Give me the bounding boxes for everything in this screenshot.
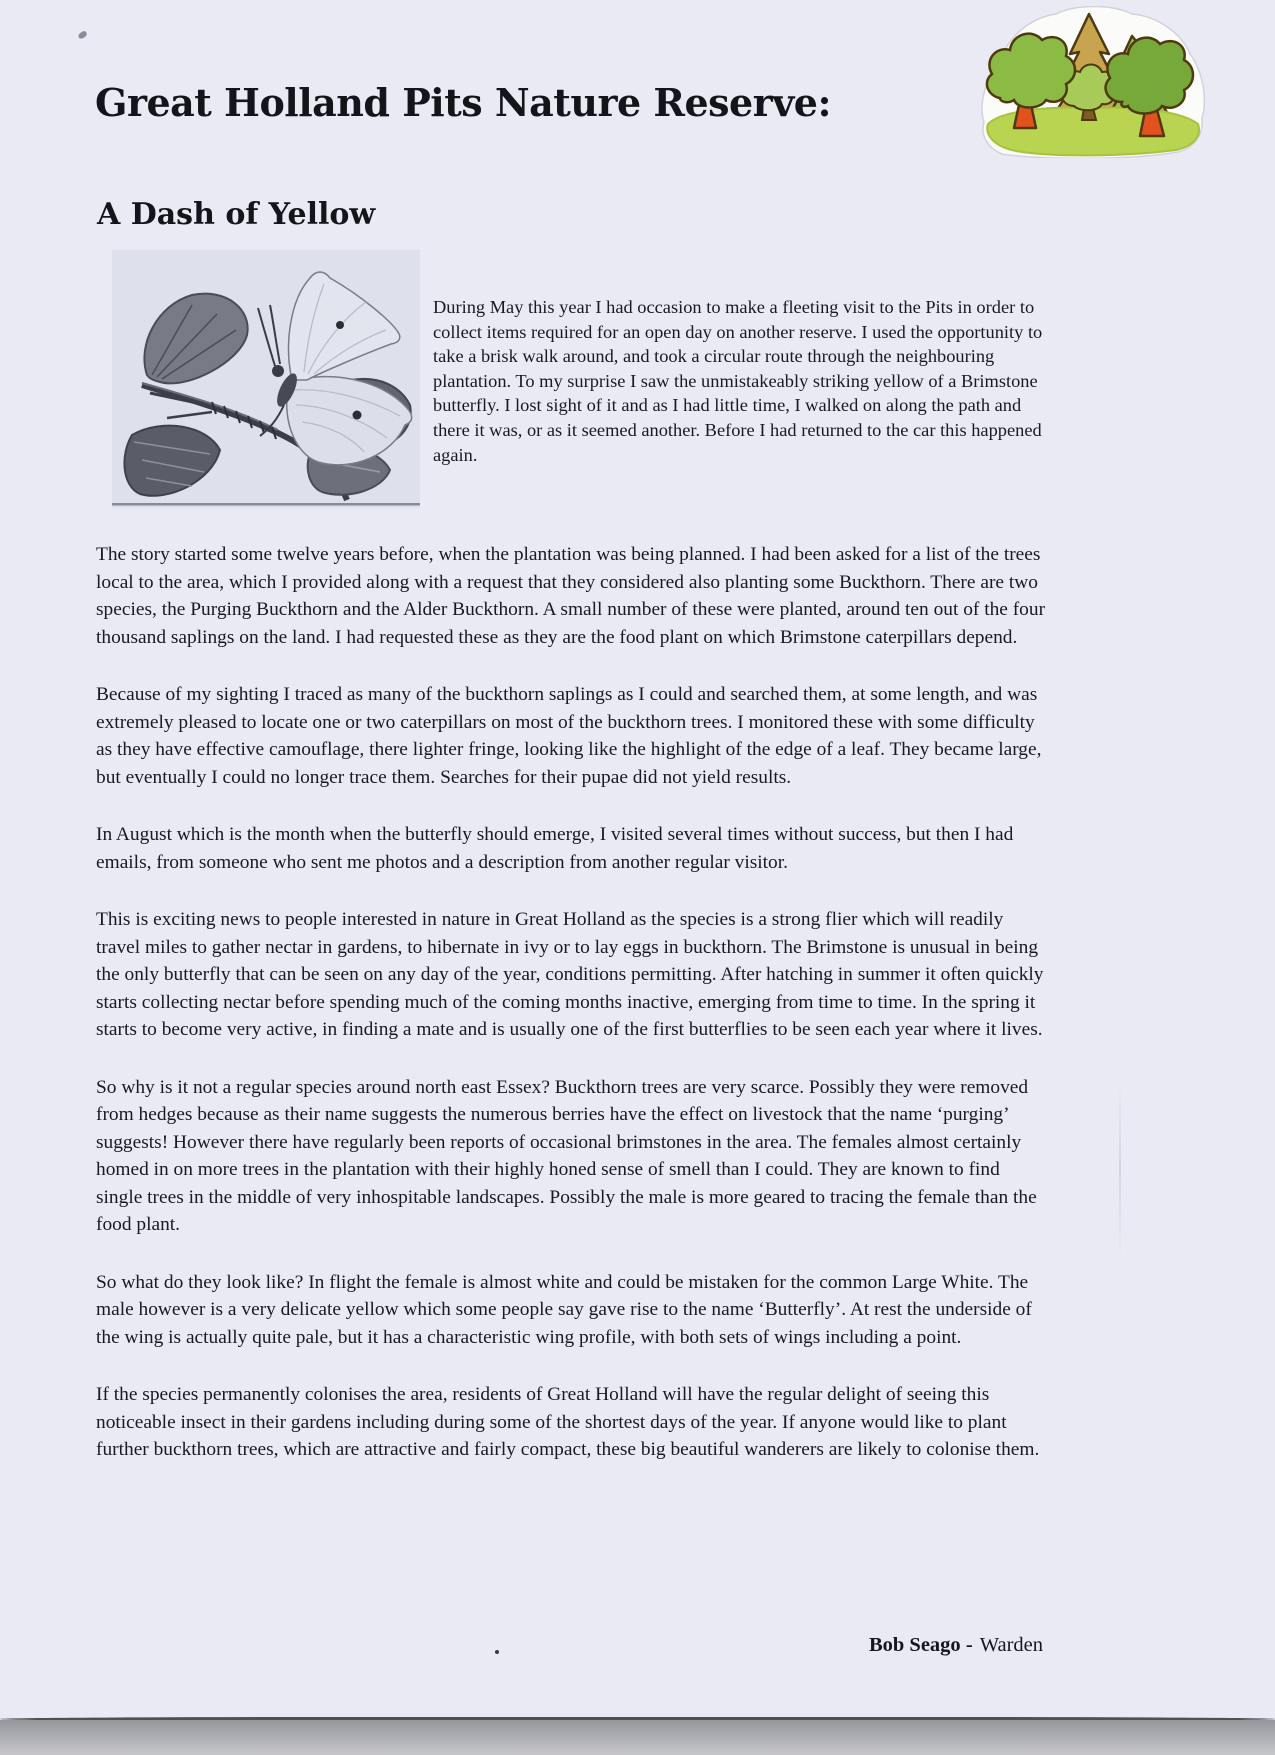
brimstone-butterfly-illustration: [112, 250, 420, 508]
page-title: Great Holland Pits Nature Reserve:: [95, 80, 832, 125]
paragraph-because-of-sighting: Because of my sighting I traced as many of the buckthorn saplings as I could and searched them, at some length, and was extremely pleased to locate one or two caterpillars on most of the buckthorn trees. I monitored these with some difficulty as they have effective camouflage, there lighter fringe, looking like the highlight of the edge of a leaf. They became large, but eventually I could no longer trace them. Searches for their pupae did not yield results.: [96, 684, 1042, 788]
signature: [869, 1634, 1043, 1657]
paragraph-in-august: In August which is the month when the butterfly should emerge, I visited several times without success, but then I had emails, from someone who sent me photos and a description from another regular visitor.: [96, 824, 1014, 873]
signature-name: Bob Seago: [868, 1634, 961, 1656]
paragraph-story-started: The story started some twelve years before, when the plantation was being planned. I had been asked for a list of the trees local to the area, which I provided along with a request that they considered also planting some Buckthorn. There are two species, the Purging Buckthorn and the Alder Buckthorn. A small number of these were planted, around ten out of the four thousand saplings on the land. I had requested these as they are the food plant on which Brimstone caterpillars depend.: [96, 544, 1046, 648]
signature-role: Warden: [979, 1634, 1043, 1656]
signature-dash: -: [965, 1634, 973, 1656]
forewing-spot: [336, 321, 344, 329]
trees-logo: [972, 6, 1216, 158]
butterfly-head: [272, 365, 284, 377]
scan-speck: [77, 30, 88, 40]
paragraph-what-they-look-like: So what do they look like? In flight the female is almost white and could be mistaken for the common Large White. The male however is a very delicate yellow which some people say gave rise to the name ‘Butterfly’. At rest the underside of the wing is actually quite pale, but it has a characteristic wing profile, with both sets of wings including a point.: [96, 1271, 1032, 1348]
stray-ink-dot: [495, 1650, 499, 1654]
paragraph-why-not-regular: So why is it not a regular species around north east Essex? Buckthorn trees are very scarce. Possibly they were removed from hedges because as their name suggests the numerous berries have the effect on livestock that the name ‘purging’ suggests! However there have regularly been reports of occasional brimstones in the area. The females almost certainly homed in on more trees in the plantation with their highly honed sense of smell than I could. They are known to find single trees in the middle of very inhospitable landscapes. Possibly the male is more geared to tracing the female than the food plant.: [96, 1076, 1037, 1235]
article-body: [96, 541, 1046, 1494]
paragraph-exciting-news: This is exciting news to people interested in nature in Great Holland as the species is a strong flier which will readily travel miles to gather nectar in gardens, to hibernate in ivy or to lay eggs in buckthorn. The Brimstone is unusual in being the only butterfly that can be seen on any day of the year, conditions permitting. After hatching in summer it often quickly starts collecting nectar before spending much of the coming months inactive, emerging from time to time. In the spring it starts to become very active, in finding a mate and is usually one of the first butterflies to be seen each year where it lives.: [96, 909, 1044, 1040]
paragraph-if-species-colonises: If the species permanently colonises the area, residents of Great Holland will have the regular delight of seeing this noticeable insect in their gardens including during some of the shortest days of the year. If anyone would like to plant further buckthorn trees, which are attractive and fairly compact, these big beautiful wanderers are likely to colonise them.: [96, 1384, 1040, 1460]
left-tree-canopy: [987, 34, 1075, 108]
scanner-background: [0, 1720, 1275, 1755]
hindwing-spot: [353, 411, 362, 420]
paper-crease: [1119, 1080, 1121, 1260]
intro-paragraph: During May this year I had occasion to make a fleeting visit to the Pits in order to collect items required for an open day on another reserve. I used the opportunity to take a brisk walk around, and took a circular route through the neighbouring plantation. To my surprise I saw the unmistakeably striking yellow of a Brimstone butterfly. I lost sight of it and as I had little time, I walked on along the path and there it was, or as it seemed another. Before I had returned to the car this happened again.: [433, 297, 1043, 465]
article-title: A Dash of Yellow: [97, 197, 376, 232]
illustration-bottom-rule: [112, 503, 420, 506]
